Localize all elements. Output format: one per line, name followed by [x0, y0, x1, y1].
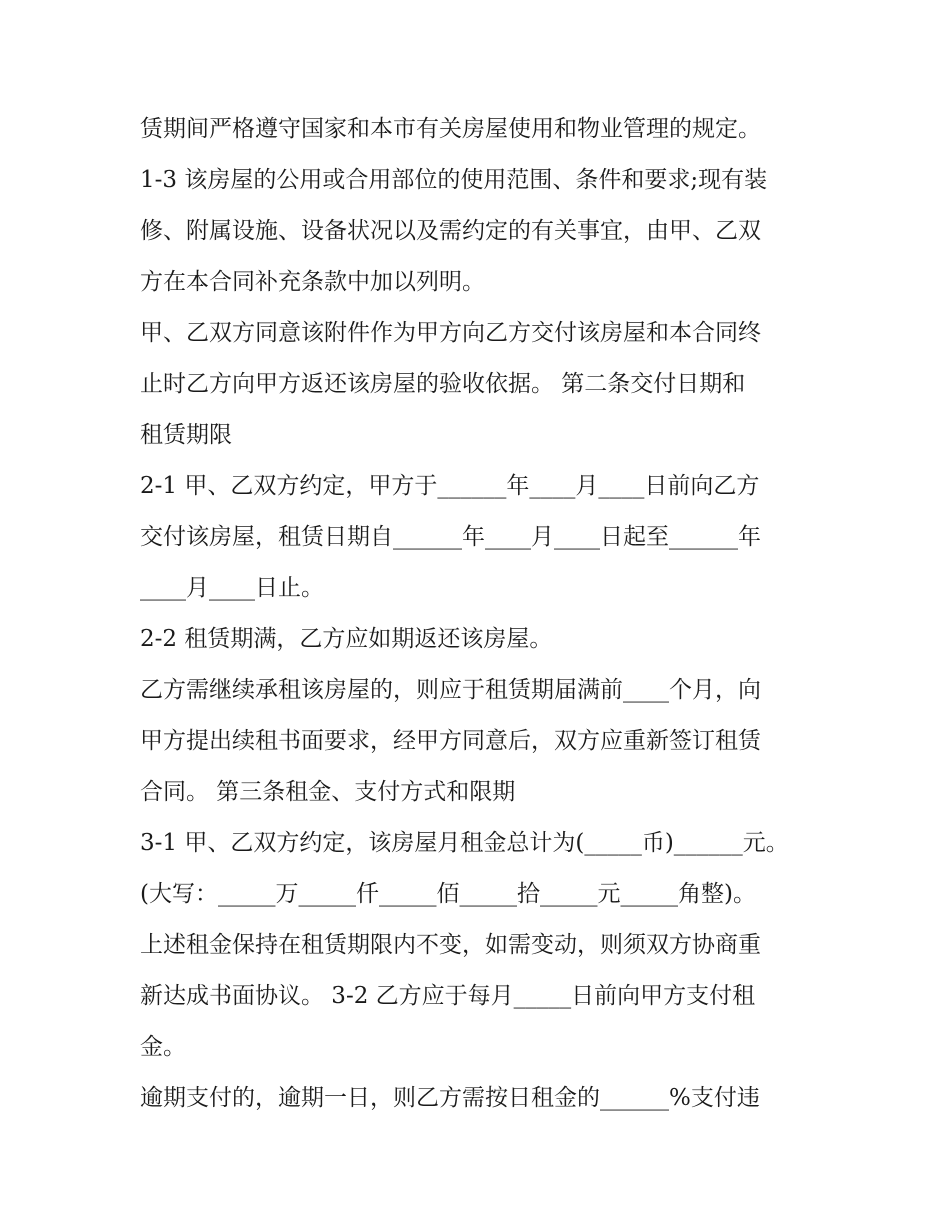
text-line: 新达成书面协议。 3-2 乙方应于每月_____日前向甲方支付租 — [140, 983, 756, 1009]
contract-text-body — [140, 104, 830, 1124]
text-line: 交付该房屋，租赁日期自______年____月____日起至______年 — [140, 524, 761, 550]
text-line: 合同。 第三条租金、支付方式和限期 — [140, 779, 516, 805]
text-line: ____月____日止。 — [140, 575, 324, 601]
text-line: 2-2 租赁期满，乙方应如期返还该房屋。 — [140, 626, 553, 652]
text-line: 逾期支付的，逾期一日，则乙方需按日租金的______%支付违 — [140, 1085, 760, 1111]
text-line: 修、附属设施、设备状况以及需约定的有关事宜，由甲、乙双 — [140, 218, 761, 244]
text-line: 3-1 甲、乙双方约定，该房屋月租金总计为(_____币)______元。 — [140, 830, 789, 856]
text-line: 租赁期限 — [140, 422, 232, 448]
text-line: 金。 — [140, 1034, 186, 1060]
text-line: 乙方需继续承租该房屋的，则应于租赁期届满前____个月，向 — [140, 677, 761, 703]
text-line: 方在本合同补充条款中加以列明。 — [140, 269, 485, 295]
text-line: 甲、乙双方同意该附件作为甲方向乙方交付该房屋和本合同终 — [140, 320, 761, 346]
text-line: 止时乙方向甲方返还该房屋的验收依据。 第二条交付日期和 — [140, 371, 746, 397]
text-line: 2-1 甲、乙双方约定，甲方于______年____月____日前向乙方 — [140, 473, 760, 499]
text-line: 上述租金保持在租赁期限内不变，如需变动，则须双方协商重 — [140, 932, 761, 958]
text-line: (大写：_____万_____仟_____佰_____拾_____元_____角整)。 — [140, 881, 756, 907]
text-line: 赁期间严格遵守国家和本市有关房屋使用和物业管理的规定。 — [140, 116, 761, 142]
text-line: 甲方提出续租书面要求，经甲方同意后，双方应重新签订租赁 — [140, 728, 761, 754]
text-line: 1-3 该房屋的公用或合用部位的使用范围、条件和要求;现有装 — [140, 167, 768, 193]
